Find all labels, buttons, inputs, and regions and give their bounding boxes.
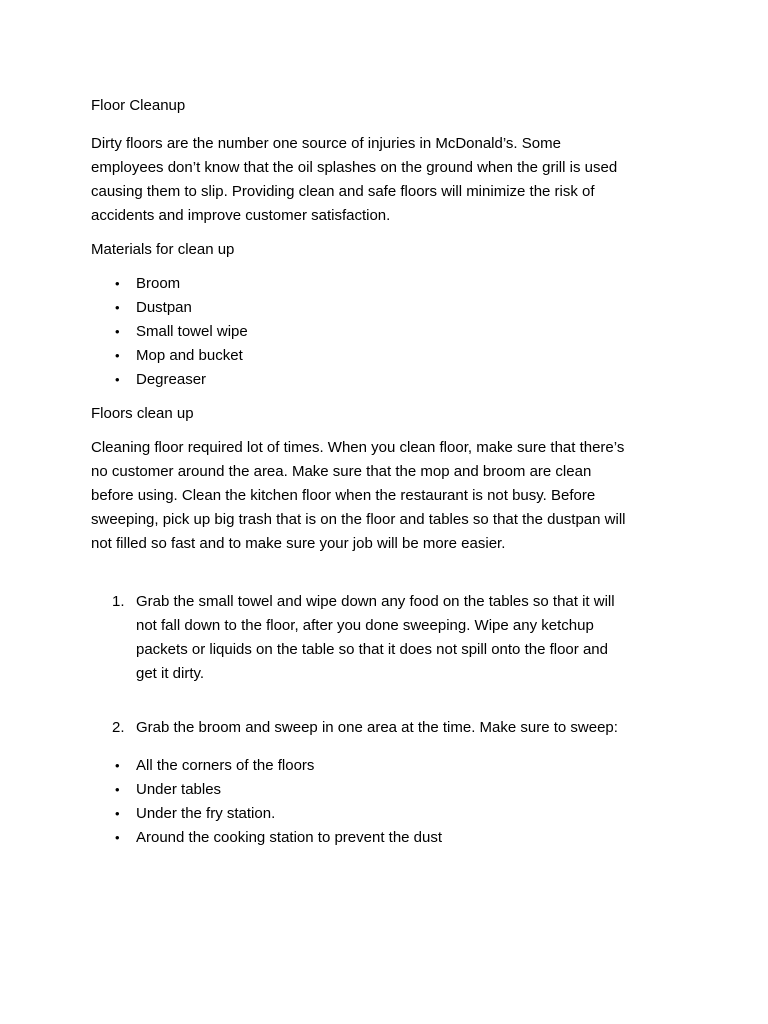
list-item — [91, 296, 691, 320]
floors-line: no customer around the area. Make sure that the mop and broom are clean — [91, 463, 592, 480]
floors-line: before using. Clean the kitchen floor when the restaurant is not busy. Before — [91, 487, 596, 504]
list-item — [91, 272, 691, 296]
bullet-icon: • — [115, 830, 120, 845]
floors-line: Cleaning floor required lot of times. When you clean floor, make sure that there’s — [91, 439, 625, 456]
intro-line: employees don’t know that the oil splashes on the ground when the grill is used — [91, 159, 618, 176]
list-item-label: Around the cooking station to prevent the dust — [136, 829, 443, 846]
step-number: 1. — [112, 593, 125, 610]
bullet-icon: • — [115, 348, 120, 363]
bullet-icon: • — [115, 806, 120, 821]
floors-line: sweeping, pick up big trash that is on the floor and tables so that the dustpan will — [91, 511, 626, 528]
step-number: 2. — [112, 719, 125, 736]
step-line: Grab the small towel and wipe down any food on the tables so that it will — [136, 593, 615, 610]
list-item-label: Under the fry station. — [136, 805, 276, 822]
floors-paragraph — [91, 436, 691, 556]
list-item-label: Small towel wipe — [136, 323, 248, 340]
floors-heading: Floors clean up — [91, 405, 194, 422]
document-title: Floor Cleanup — [91, 97, 186, 114]
floors-line: not filled so fast and to make sure your job will be more easier. — [91, 535, 506, 552]
list-item-label: Broom — [136, 275, 181, 292]
step-line: packets or liquids on the table so that it does not spill onto the floor and — [136, 641, 608, 658]
bullet-icon: • — [115, 324, 120, 339]
sweep-areas-list — [91, 754, 691, 850]
list-item-label: Mop and bucket — [136, 347, 243, 364]
list-item — [91, 368, 691, 392]
list-item — [91, 320, 691, 344]
intro-paragraph — [91, 132, 691, 228]
materials-list — [91, 272, 691, 392]
list-item — [91, 754, 691, 778]
list-item — [91, 826, 691, 850]
list-item — [91, 344, 691, 368]
bullet-icon: • — [115, 276, 120, 291]
step-1 — [91, 590, 691, 686]
list-item — [91, 778, 691, 802]
intro-line: accidents and improve customer satisfaction. — [91, 207, 391, 224]
step-line: get it dirty. — [136, 665, 205, 682]
document-page — [91, 94, 691, 850]
list-item — [91, 802, 691, 826]
bullet-icon: • — [115, 758, 120, 773]
list-item-label: Dustpan — [136, 299, 192, 316]
bullet-icon: • — [115, 300, 120, 315]
list-item-label: Degreaser — [136, 371, 207, 388]
materials-heading: Materials for clean up — [91, 241, 235, 258]
step-2 — [91, 716, 691, 740]
intro-line: Dirty floors are the number one source of injuries in McDonald’s. Some — [91, 135, 561, 152]
bullet-icon: • — [115, 372, 120, 387]
step-line: Grab the broom and sweep in one area at the time. Make sure to sweep: — [136, 719, 618, 736]
list-item-label: All the corners of the floors — [136, 757, 315, 774]
bullet-icon: • — [115, 782, 120, 797]
list-item-label: Under tables — [136, 781, 222, 798]
intro-line: causing them to slip. Providing clean and safe floors will minimize the risk of — [91, 183, 595, 200]
step-line: not fall down to the floor, after you done sweeping. Wipe any ketchup — [136, 617, 594, 634]
